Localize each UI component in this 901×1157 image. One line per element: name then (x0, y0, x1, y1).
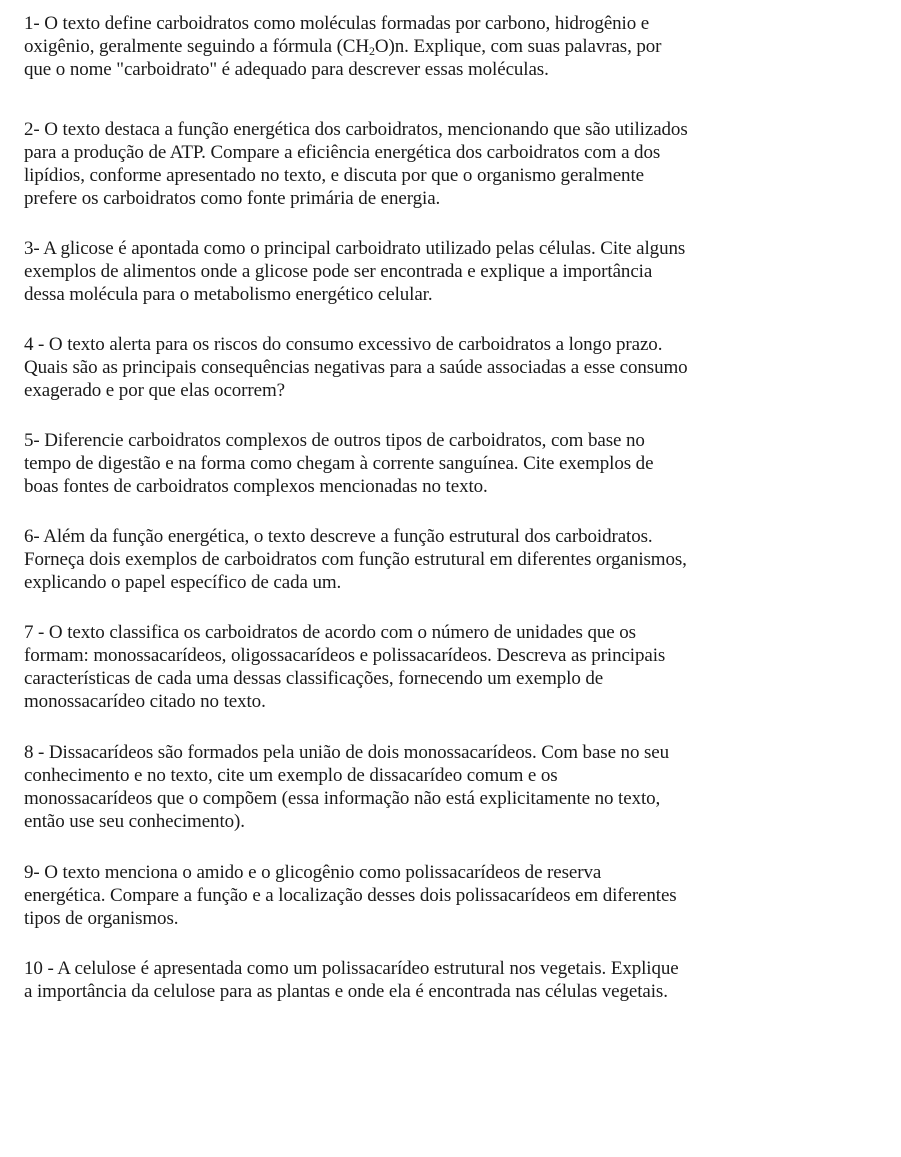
question-4 (24, 333, 884, 402)
formula-suffix: O)n. Explique, com suas palavras, por (374, 36, 662, 57)
question-line: então use seu conhecimento). (24, 811, 245, 832)
question-line: que o nome "carboidrato" é adequado para descrever essas moléculas. (24, 59, 549, 80)
question-1 (24, 12, 884, 81)
question-line: tempo de digestão e na forma como chegam à corrente sanguínea. Cite exemplos de (24, 453, 654, 474)
question-line: 8 - Dissacarídeos são formados pela união de dois monossacarídeos. Com base no seu (24, 742, 670, 763)
question-line: explicando o papel específico de cada um. (24, 572, 342, 593)
question-5 (24, 429, 884, 498)
question-8 (24, 741, 884, 833)
question-line: 6- Além da função energética, o texto descreve a função estrutural dos carboidratos. (24, 526, 653, 547)
question-line: lipídios, conforme apresentado no texto, e discuta por que o organismo geralmente (24, 165, 644, 186)
question-line: boas fontes de carboidratos complexos mencionadas no texto. (24, 476, 488, 497)
question-line: 10 - A celulose é apresentada como um polissacarídeo estrutural nos vegetais. Explique (24, 958, 679, 979)
question-line: 9- O texto menciona o amido e o glicogênio como polissacarídeos de reserva (24, 862, 602, 883)
question-line-formula (24, 35, 884, 58)
formula-prefix: oxigênio, geralmente seguindo a fórmula (CH (24, 36, 369, 57)
question-3 (24, 237, 884, 306)
question-line: 1- O texto define carboidratos como moléculas formadas por carbono, hidrogênio e (24, 13, 650, 34)
question-line: exagerado e por que elas ocorrem? (24, 380, 285, 401)
question-line: Forneça dois exemplos de carboidratos com função estrutural em diferentes organismos, (24, 549, 687, 570)
question-line: para a produção de ATP. Compare a eficiência energética dos carboidratos com a dos (24, 142, 661, 163)
question-line: 5- Diferencie carboidratos complexos de outros tipos de carboidratos, com base no (24, 430, 645, 451)
question-line: exemplos de alimentos onde a glicose pode ser encontrada e explique a importância (24, 261, 653, 282)
question-line: características de cada uma dessas classificações, fornecendo um exemplo de (24, 668, 604, 689)
question-line: dessa molécula para o metabolismo energético celular. (24, 284, 433, 305)
question-6 (24, 525, 884, 594)
question-line: monossacarídeo citado no texto. (24, 691, 266, 712)
question-line: 7 - O texto classifica os carboidratos de acordo com o número de unidades que os (24, 622, 636, 643)
question-7 (24, 621, 884, 713)
formula-subscript: 2 (369, 44, 375, 58)
question-line: energética. Compare a função e a localização desses dois polissacarídeos em diferentes (24, 885, 677, 906)
question-line: 2- O texto destaca a função energética dos carboidratos, mencionando que são utilizados (24, 119, 688, 140)
question-line: tipos de organismos. (24, 908, 179, 929)
question-9 (24, 861, 884, 930)
question-line: monossacarídeos que o compõem (essa informação não está explicitamente no texto, (24, 788, 661, 809)
question-line: formam: monossacarídeos, oligossacarídeos e polissacarídeos. Descreva as principais (24, 645, 666, 666)
question-line: conhecimento e no texto, cite um exemplo de dissacarídeo comum e os (24, 765, 558, 786)
question-line: 3- A glicose é apontada como o principal carboidrato utilizado pelas células. Cite alguns (24, 238, 686, 259)
question-10 (24, 957, 884, 1003)
question-line: Quais são as principais consequências negativas para a saúde associadas a esse consumo (24, 357, 688, 378)
question-line: a importância da celulose para as plantas e onde ela é encontrada nas células vegetais. (24, 981, 668, 1002)
question-line: 4 - O texto alerta para os riscos do consumo excessivo de carboidratos a longo prazo. (24, 334, 663, 355)
question-line: prefere os carboidratos como fonte primária de energia. (24, 188, 441, 209)
question-2 (24, 118, 884, 210)
